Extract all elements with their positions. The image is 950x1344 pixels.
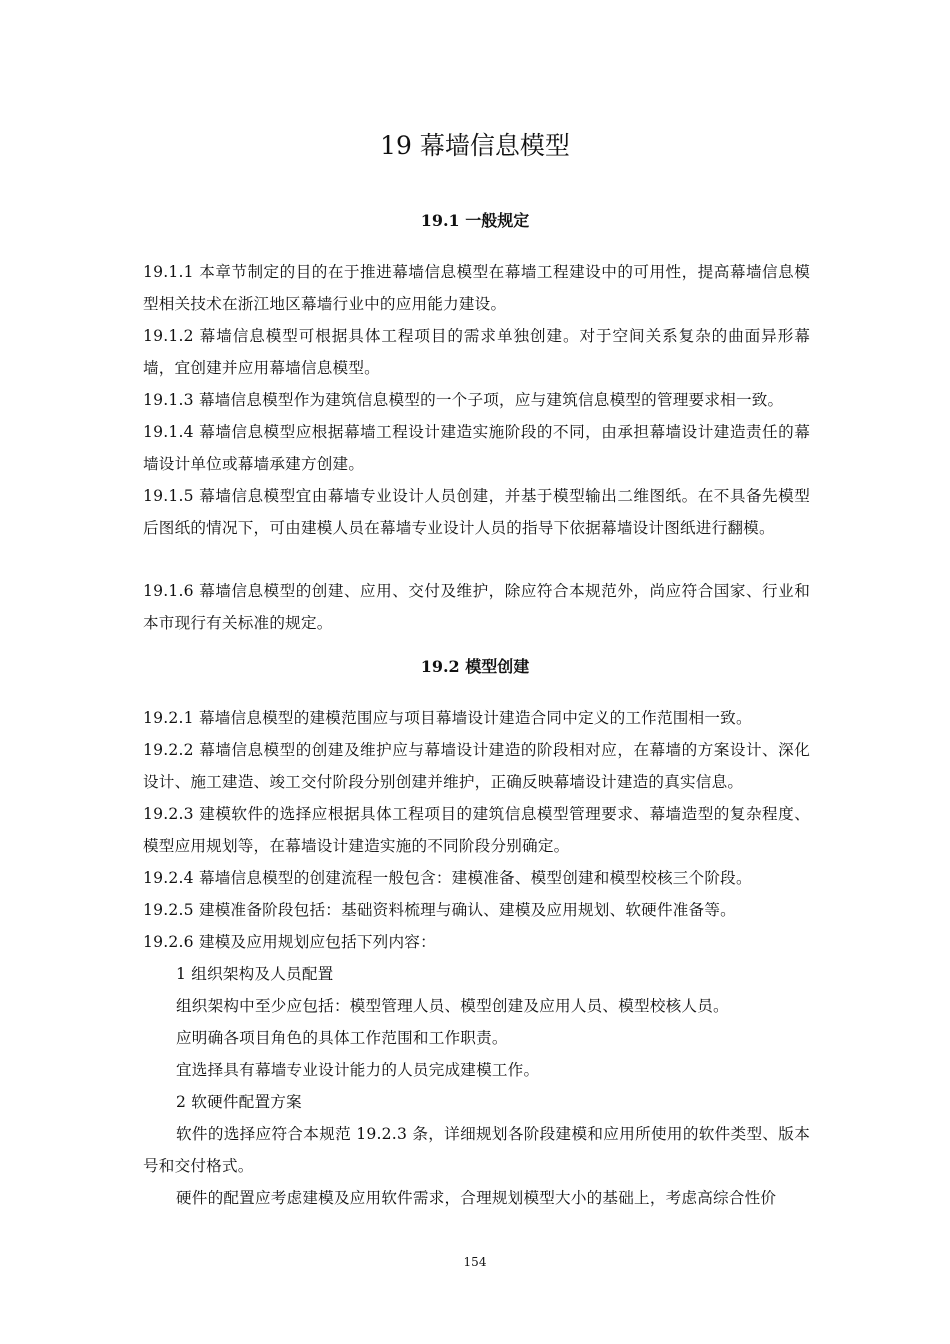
clause-19-1-5: 19.1.5 幕墙信息模型宜由幕墙专业设计人员创建，并基于模型输出二维图纸。在不具备先模型后图纸的情况下，可由建模人员在幕墙专业设计人员的指导下依据幕墙设计图纸进行翻模。 [143, 487, 810, 537]
clause-19-2-6: 19.2.6 建模及应用规划应包括下列内容： [143, 933, 436, 951]
page-title: 19 幕墙信息模型 [380, 131, 570, 160]
clause-19-2-3: 19.2.3 建模软件的选择应根据具体工程项目的建筑信息模型管理要求、幕墙造型的复杂程度、模型应用规划等，在幕墙设计建造实施的不同阶段分别确定。 [143, 805, 810, 855]
clause-19-1-2: 19.1.2 幕墙信息模型可根据具体工程项目的需求单独创建。对于空间关系复杂的曲面异形幕墙，宜创建并应用幕墙信息模型。 [143, 327, 810, 377]
sub-item-hardware-config: 硬件的配置应考虑建模及应用软件需求，合理规划模型大小的基础上，考虑高综合性价 [176, 1189, 777, 1207]
page-number: 154 [463, 1255, 487, 1269]
sub-item-org-roles: 组织架构中至少应包括：模型管理人员、模型创建及应用人员、模型校核人员。 [176, 997, 729, 1015]
section-heading-general: 19.1 一般规定 [420, 211, 530, 230]
sub-item-personnel: 宜选择具有幕墙专业设计能力的人员完成建模工作。 [176, 1061, 540, 1079]
clause-19-1-1: 19.1.1 本章节制定的目的在于推进幕墙信息模型在幕墙工程建设中的可用性，提高幕墙信息模型相关技术在浙江地区幕墙行业中的应用能力建设。 [143, 263, 810, 313]
clause-19-2-2: 19.2.2 幕墙信息模型的创建及维护应与幕墙设计建造的阶段相对应，在幕墙的方案设计、深化设计、施工建造、竣工交付阶段分别创建并维护，正确反映幕墙设计建造的真实信息。 [143, 741, 810, 791]
clause-19-2-1: 19.2.1 幕墙信息模型的建模范围应与项目幕墙设计建造合同中定义的工作范围相一致。 [143, 709, 752, 727]
clause-19-2-4: 19.2.4 幕墙信息模型的创建流程一般包含：建模准备、模型创建和模型校核三个阶段。 [143, 869, 752, 887]
sub-item-responsibilities: 应明确各项目角色的具体工作范围和工作职责。 [176, 1029, 508, 1047]
clause-19-2-5: 19.2.5 建模准备阶段包括：基础资料梳理与确认、建模及应用规划、软硬件准备等。 [143, 901, 736, 919]
section-heading-model-creation: 19.2 模型创建 [420, 657, 530, 676]
sub-item-software-hardware: 2 软硬件配置方案 [176, 1093, 302, 1111]
clause-19-1-3: 19.1.3 幕墙信息模型作为建筑信息模型的一个子项，应与建筑信息模型的管理要求相一致。 [143, 391, 784, 409]
sub-item-software-selection: 软件的选择应符合本规范 19.2.3 条，详细规划各阶段建模和应用所使用的软件类型、版本号和交付格式。 [143, 1125, 810, 1175]
clause-19-1-6: 19.1.6 幕墙信息模型的创建、应用、交付及维护，除应符合本规范外，尚应符合国家、行业和本市现行有关标准的规定。 [143, 582, 810, 632]
clause-19-1-4: 19.1.4 幕墙信息模型应根据幕墙工程设计建造实施阶段的不同，由承担幕墙设计建造责任的幕墙设计单位或幕墙承建方创建。 [143, 423, 810, 473]
sub-item-org-structure: 1 组织架构及人员配置 [176, 965, 334, 983]
